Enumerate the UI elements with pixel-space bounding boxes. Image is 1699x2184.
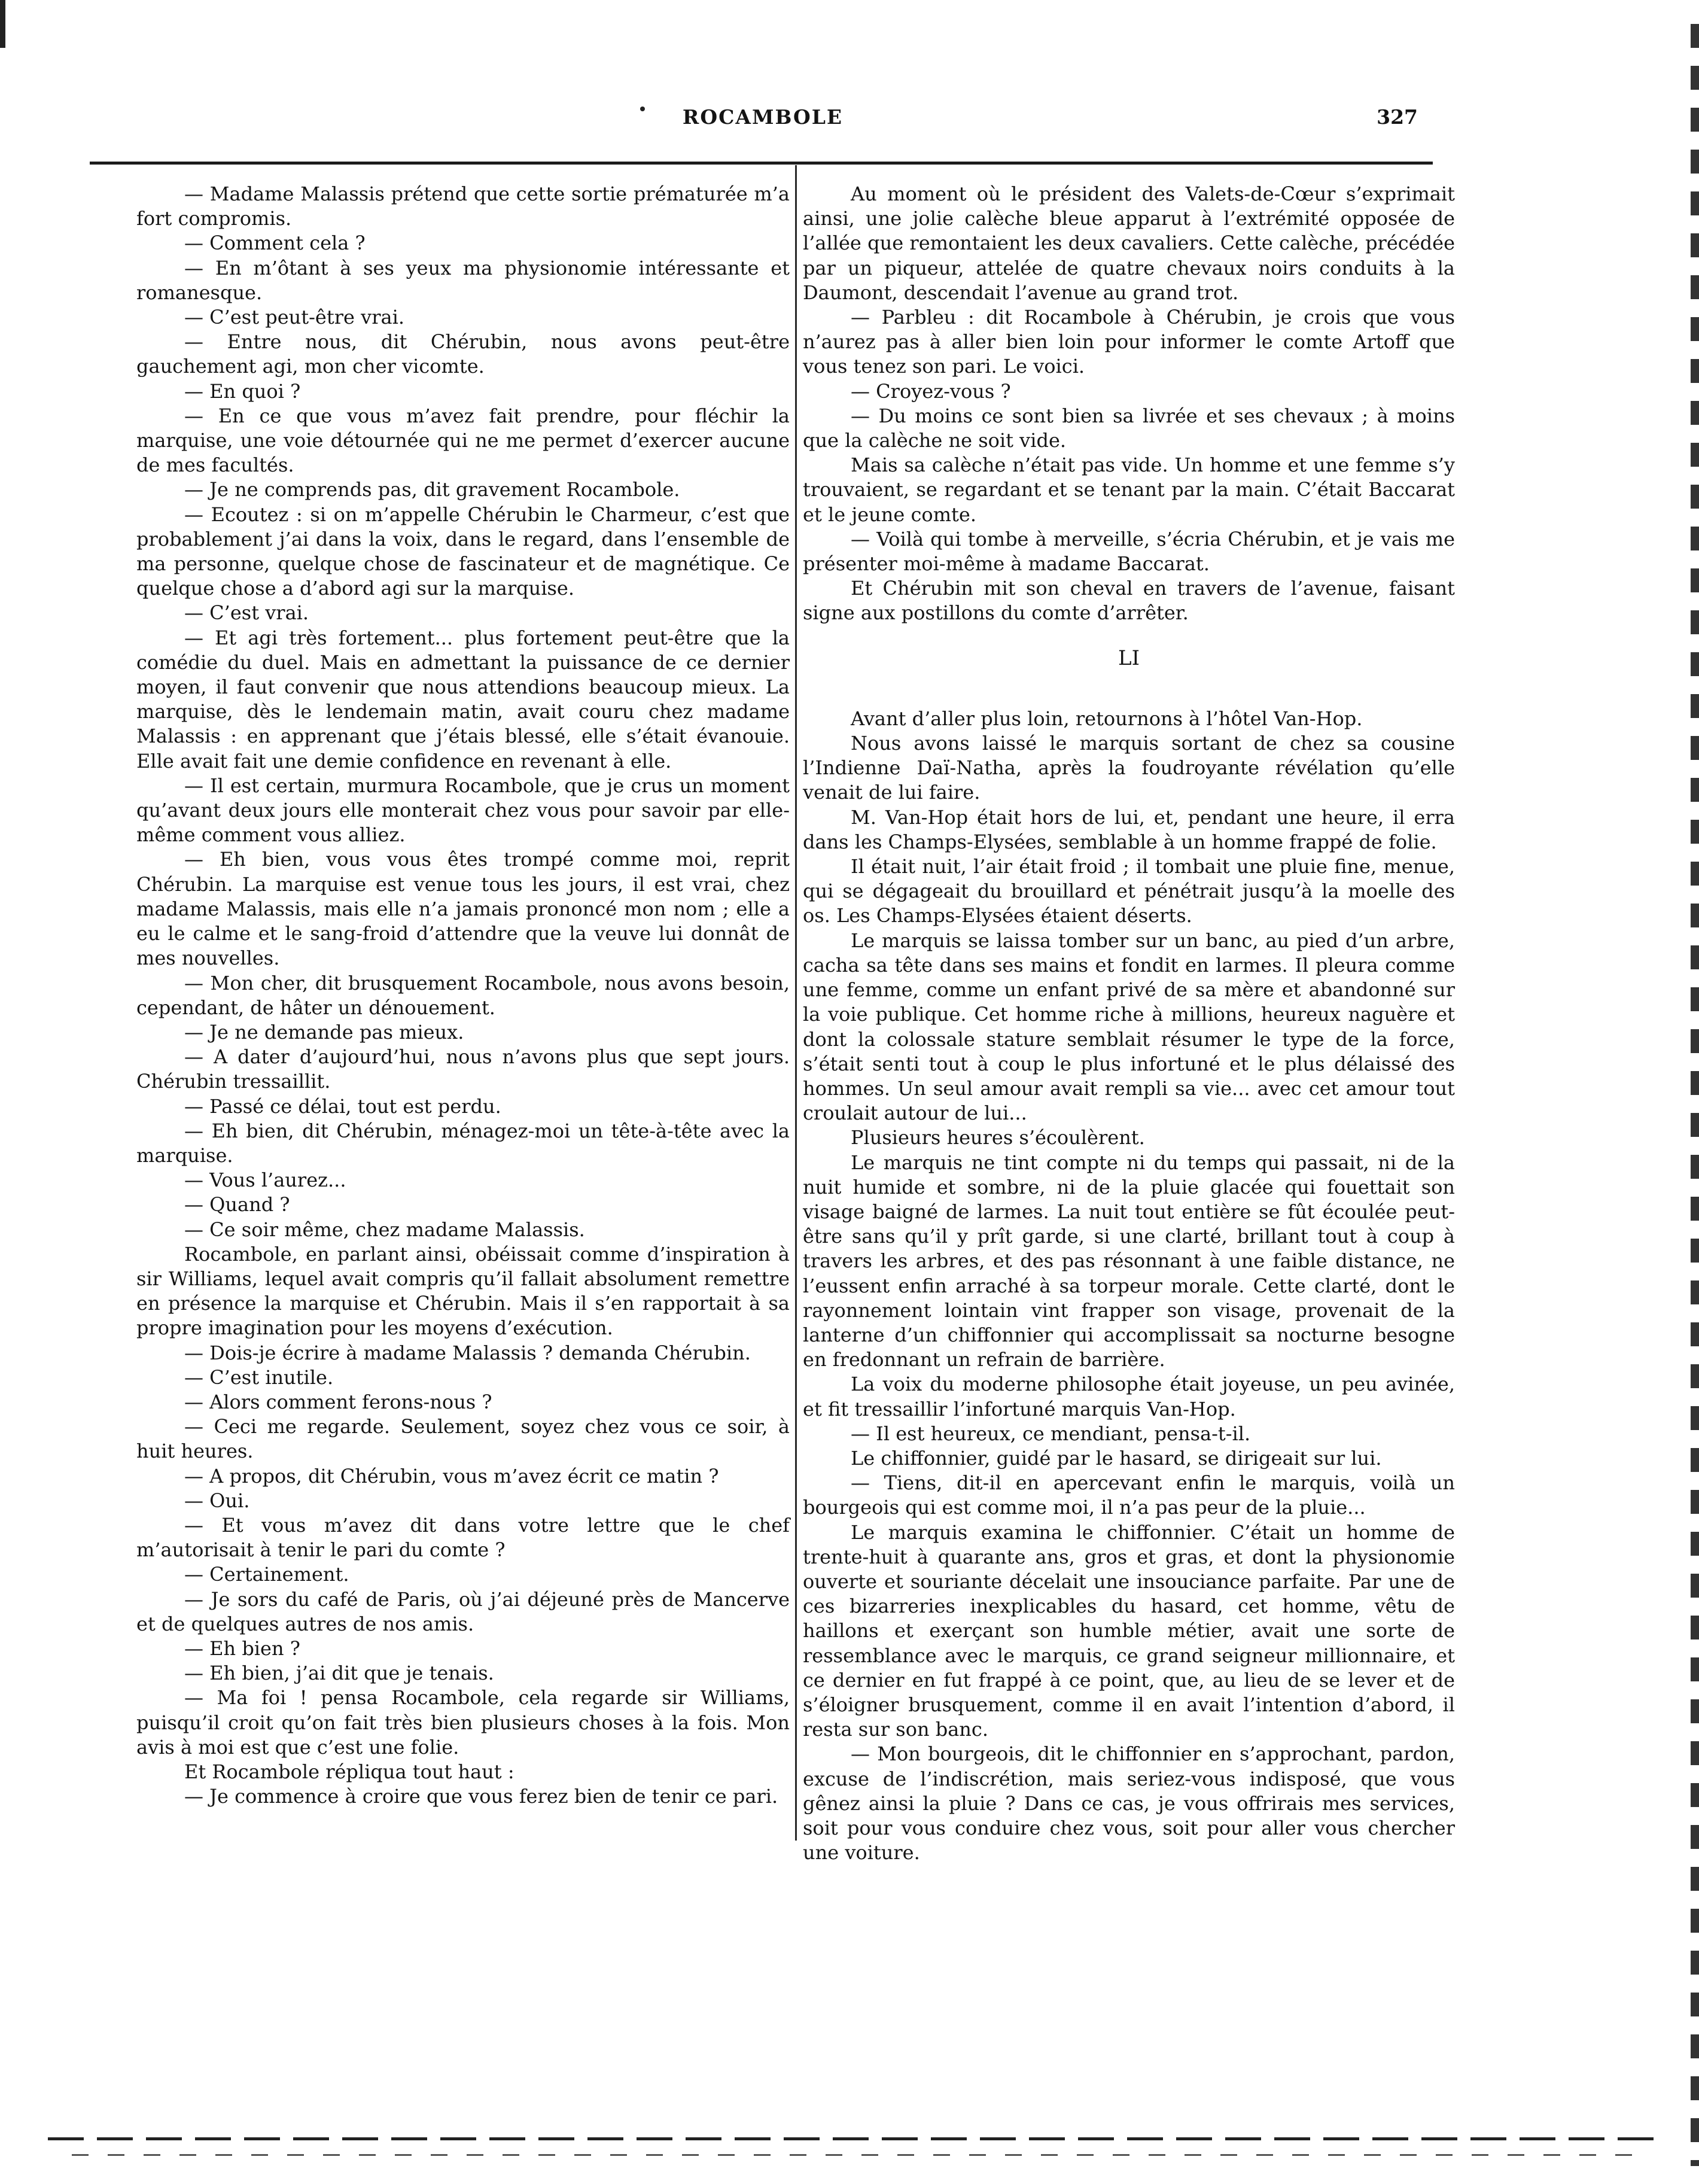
paragraph: — Il est heureux, ce mendiant, pensa-t-il. [851, 1422, 1251, 1445]
paragraph: Au moment où le président des Valets-de-Cœur s’exprimait ainsi, une jolie calèche bleue apparut à l’extrémité opposée de l’allée que remontaient les deux cavaliers. Cette calèche, précédée par un piqueur, attelée de quatre chevaux noirs conduits à la Daumont, descendait l’avenue au grand trot. [803, 182, 1455, 304]
paragraph: — Je ne demande pas mieux. [184, 1020, 464, 1044]
paragraph: Avant d’aller plus loin, retournons à l’hôtel Van-Hop. [851, 707, 1363, 730]
chapter-heading: LI [1118, 646, 1140, 670]
paragraph: Le marquis ne tint compte ni du temps qui passait, ni de la nuit humide et sombre, ni de la pluie glacée qui fouettait son visage baigné de larmes. La nuit tout entière se fût écoulée peut-être sans qu’il y prît garde, si une clarté, brillant tout à coup à travers les arbres, et des pas résonnant à une faible distance, ne l’eussent enfin arraché à sa torpeur morale. Cette clarté, dont le rayonnement lointain vint frapper son visage, provenait de la lanterne d’un chiffonnier qui accomplissait sa nocturne besogne en fredonnant un refrain de barrière. [803, 1151, 1455, 1371]
bottom-rule [48, 2137, 1663, 2140]
paragraph: Rocambole, en parlant ainsi, obéissait comme d’inspiration à sir Williams, lequel avait compris qu’il fallait absolument remettre en présence la marquise et Chérubin. Mais il s’en rapportait à sa propre imagination pour les moyens d’exécution. [136, 1242, 790, 1340]
paragraph: Le chiffonnier, guidé par le hasard, se dirigeait sur lui. [851, 1446, 1382, 1470]
paragraph: — Entre nous, dit Chérubin, nous avons peut-être gauchement agi, mon cher vicomte. [136, 330, 790, 378]
paragraph: — En m’ôtant à ses yeux ma physionomie intéressante et romanesque. [136, 256, 790, 304]
paragraph: — Je ne comprends pas, dit gravement Rocambole. [184, 478, 680, 501]
paragraph: Il était nuit, l’air était froid ; il tombait une pluie fine, menue, qui se dégageait du brouillard et pénétrait jusqu’à la moelle des os. Les Champs-Elysées étaient déserts. [803, 855, 1455, 927]
paragraph: — Parbleu : dit Rocambole à Chérubin, je crois que vous n’aurez pas à aller bien loin pour informer le comte Artoff que vous tenez son pari. Le voici. [803, 306, 1455, 378]
paragraph: — Vous l’aurez... [184, 1169, 346, 1192]
page-header [102, 105, 1424, 141]
header-rule [90, 162, 1433, 165]
page-number: 327 [1377, 105, 1418, 129]
paragraph: — Eh bien, dit Chérubin, ménagez-moi un tête-à-tête avec la marquise. [136, 1119, 790, 1167]
left-column [136, 182, 790, 1809]
paragraph: — Voilà qui tombe à merveille, s’écria Chérubin, et je vais me présenter moi-même à madame Baccarat. [803, 527, 1455, 576]
paragraph: Et Chérubin mit son cheval en travers de l’avenue, faisant signe aux postillons du comte d’arrêter. [803, 577, 1455, 625]
paragraph: — C’est inutile. [184, 1365, 334, 1389]
column-divider [795, 165, 797, 1841]
page-edge-mark [0, 0, 20, 48]
paragraph: — Je sors du café de Paris, où j’ai déjeuné près de Mancerve et de quelques autres de nos amis. [136, 1587, 790, 1635]
paragraph: — Et vous m’avez dit dans votre lettre que le chef m’autorisait à tenir le pari du comte ? [136, 1513, 790, 1562]
paragraph: M. Van-Hop était hors de lui, et, pendant une heure, il erra dans les Champs-Elysées, semblable à un homme frappé de folie. [803, 805, 1455, 853]
paragraph: — Mon cher, dit brusquement Rocambole, nous avons besoin, cependant, de hâter un dénouement. [136, 971, 790, 1019]
paragraph: — Eh bien, j’ai dit que je tenais. [184, 1662, 494, 1685]
paragraph: — C’est peut-être vrai. [184, 306, 404, 329]
paragraph: — Oui. [184, 1489, 250, 1512]
paragraph: — Eh bien ? [184, 1637, 300, 1660]
paragraph: — Certainement. [184, 1563, 349, 1586]
paragraph: Et Rocambole répliqua tout haut : [184, 1760, 514, 1783]
paragraph: — A dater d’aujourd’hui, nous n’avons plus que sept jours. Chérubin tressaillit. [136, 1045, 790, 1093]
paragraph: Le marquis examina le chiffonnier. C’était un homme de trente-huit à quarante ans, gros et gras, et dont la physionomie ouverte et souriante décelait une insouciance parfaite. Par une de ces bizarreries inexplicables du hasard, cet homme, vêtu de haillons et exerçant son humble métier, avait une sorte de ressemblance avec le marquis, ce grand seigneur millionnaire, et ce dernier en fut frappé à ce point, que, au lieu de se lever et de s’éloigner brusquement, comme il en avait l’intention d’abord, il resta sur son banc. [803, 1520, 1455, 1741]
paragraph: — Alors comment ferons-nous ? [184, 1390, 492, 1413]
paragraph: — Du moins ce sont bien sa livrée et ses chevaux ; à moins que la calèche ne soit vide. [803, 404, 1455, 452]
paragraph: — Comment cela ? [184, 232, 366, 255]
running-title: ROCAMBOLE [682, 105, 844, 129]
paragraph: — Il est certain, murmura Rocambole, que je crus un moment qu’avant deux jours elle monterait chez vous pour savoir par elle-même comment vous alliez. [136, 774, 790, 847]
paragraph: — Mon bourgeois, dit le chiffonnier en s’approchant, pardon, excuse de l’indiscrétion, mais seriez-vous indisposé, que vous gênez ainsi la pluie ? Dans ce cas, je vous offrirais mes services, soit pour vous conduire chez vous, soit pour aller vous chercher une voiture. [803, 1742, 1455, 1864]
paragraph: — Ecoutez : si on m’appelle Chérubin le Charmeur, c’est que probablement j’ai dans la voix, dans le regard, dans l’ensemble de ma personne, quelque chose de fascinateur et de magnétique. Ce quelque chose a d’abord agi sur la marquise. [136, 503, 790, 600]
paragraph: — Tiens, dit-il en apercevant enfin le marquis, voilà un bourgeois qui est comme moi, il n’a pas peur de la pluie... [803, 1471, 1455, 1519]
paragraph: Nous avons laissé le marquis sortant de chez sa cousine l’Indienne Daï-Natha, après la foudroyante révélation qu’elle venait de lui faire. [803, 732, 1455, 804]
paragraph: — Ce soir même, chez madame Malassis. [184, 1218, 585, 1241]
paragraph: — Croyez-vous ? [851, 379, 1011, 403]
paragraph: — Ma foi ! pensa Rocambole, cela regarde sir Williams, puisqu’il croit qu’on fait très bien plusieurs choses à la fois. Mon avis à moi est que c’est une folie. [136, 1686, 790, 1759]
paragraph: — Et agi très fortement... plus fortement peut-être que la comédie du duel. Mais en admettant la puissance de ce dernier moyen, il faut convenir que nous attendions beaucoup mieux. La marquise, dès le lendemain matin, avait couru chez madame Malassis : en apprenant que j’étais blessé, elle s’était évanouie. Elle avait fait une demie confidence en revenant à elle. [136, 626, 790, 772]
paragraph: La voix du moderne philosophe était joyeuse, un peu avinée, et fit tressaillir l’infortuné marquis Van-Hop. [803, 1373, 1455, 1420]
paragraph: — Quand ? [184, 1193, 290, 1216]
paragraph: — C’est vrai. [184, 601, 309, 625]
paragraph: — En ce que vous m’avez fait prendre, pour fléchir la marquise, une voie détournée qui ne me permet d’exercer aucune de mes facultés. [136, 404, 790, 477]
page-edge-shadow [1691, 24, 1699, 2166]
paragraph: — Madame Malassis prétend que cette sortie prématurée m’a fort compromis. [136, 182, 790, 230]
paragraph: — En quoi ? [184, 379, 301, 403]
paragraph: — Passé ce délai, tout est perdu. [184, 1094, 501, 1118]
paragraph: Plusieurs heures s’écoulèrent. [851, 1126, 1145, 1149]
paragraph: — Dois-je écrire à madame Malassis ? demanda Chérubin. [184, 1341, 751, 1364]
paragraph: — Ceci me regarde. Seulement, soyez chez vous ce soir, à huit heures. [136, 1415, 790, 1463]
bottom-rule-secondary [72, 2154, 1639, 2156]
right-column [803, 182, 1455, 1865]
paragraph: — Je commence à croire que vous ferez bien de tenir ce pari. [184, 1785, 778, 1808]
paragraph: — Eh bien, vous vous êtes trompé comme moi, reprit Chérubin. La marquise est venue tous les jours, il est vrai, chez madame Malassis, mais elle n’a jamais prononcé mon nom ; elle a eu le calme et le sang-froid d’attendre que la veuve lui donnât de mes nouvelles. [136, 848, 790, 970]
paragraph: Mais sa calèche n’était pas vide. Un homme et une femme s’y trouvaient, se regardant et se tenant par la main. C’était Baccarat et le jeune comte. [803, 454, 1455, 526]
paragraph: Le marquis se laissa tomber sur un banc, au pied d’un arbre, cacha sa tête dans ses mains et fondit en larmes. Il pleura comme une femme, comme un enfant privé de sa mère et abandonné sur la voie publique. Cet homme riche à millions, heureux naguère et dont la colossale stature semblait résumer le type de la force, s’était senti tout à coup le plus infortuné et le plus délaissé des hommes. Un seul amour avait rempli sa vie... avec cet amour tout croulait autour de lui... [803, 929, 1455, 1125]
paragraph: — A propos, dit Chérubin, vous m’avez écrit ce matin ? [184, 1464, 719, 1488]
